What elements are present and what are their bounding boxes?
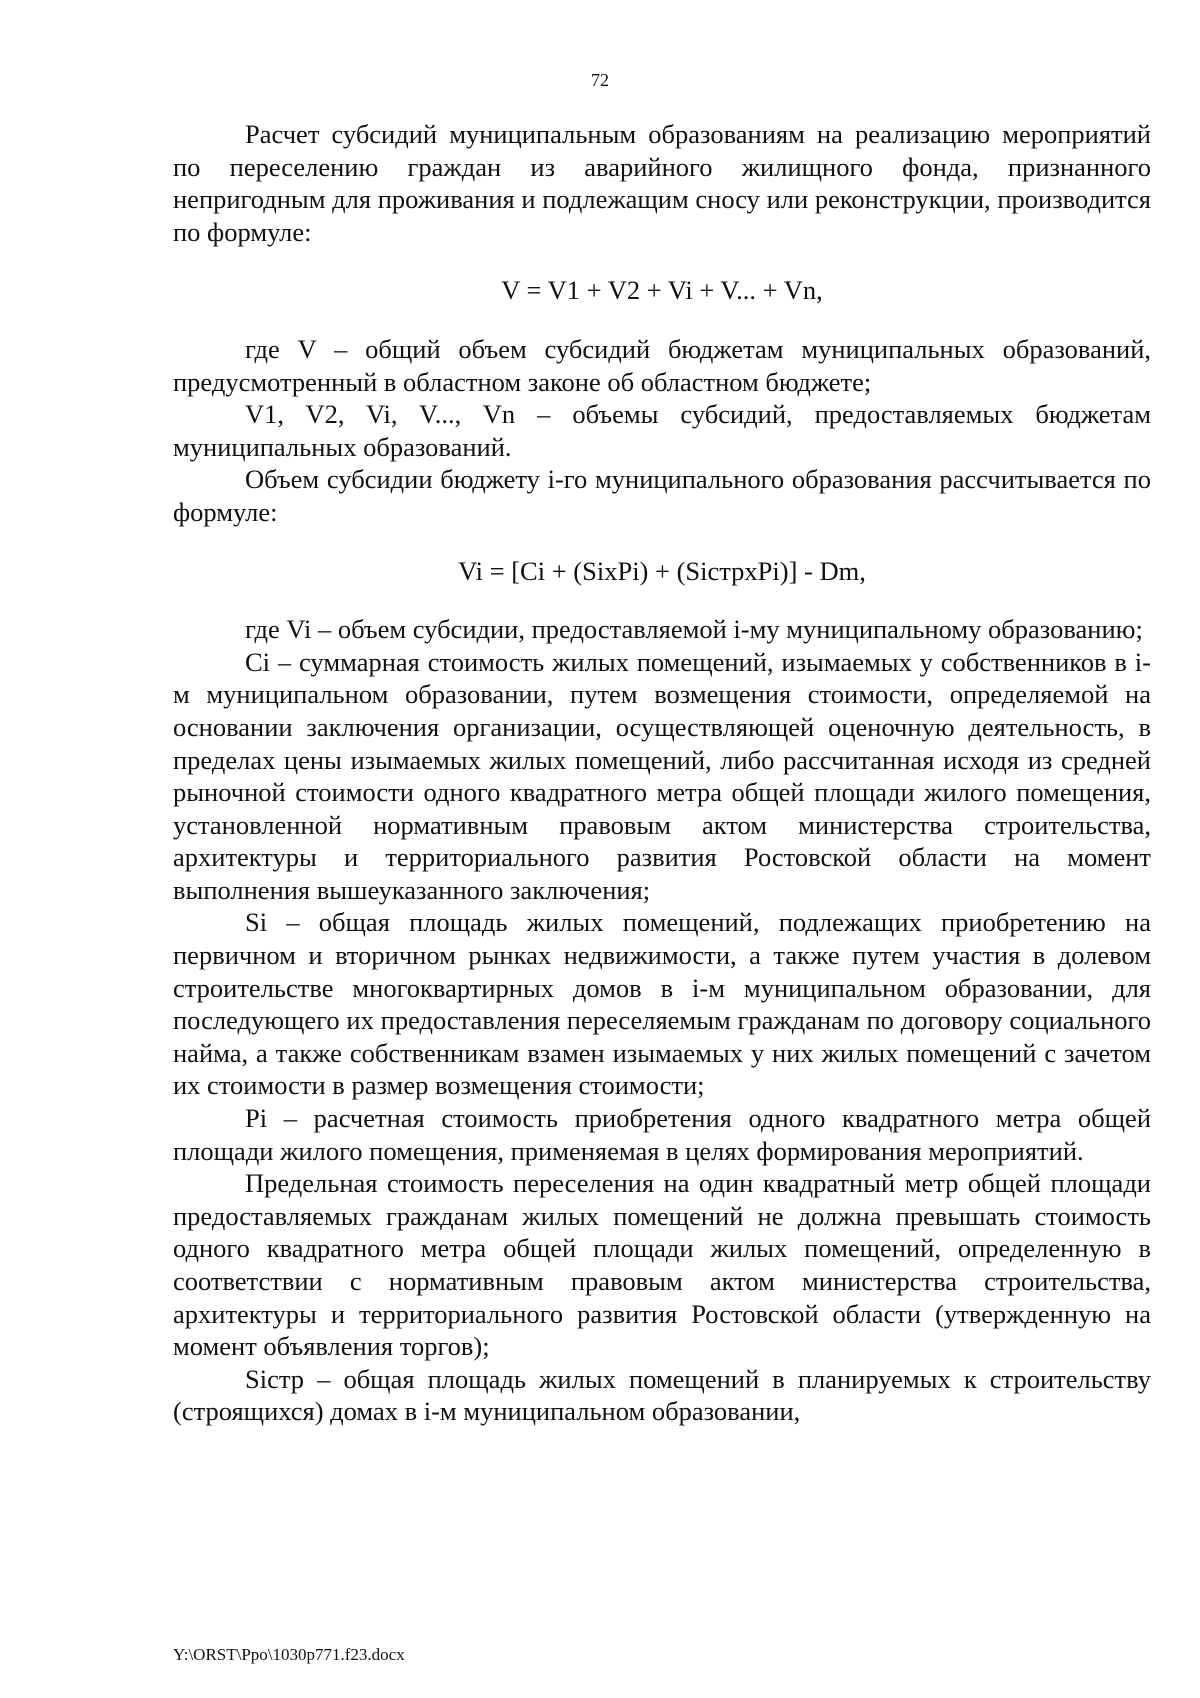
formula-total-subsidy: V = V1 + V2 + Vi + V... + Vn, — [501, 275, 823, 306]
file-path-footer: Y:\ORST\Ppo\1030p771.f23.docx — [173, 1645, 405, 1664]
paragraph-si-definition: Si – общая площадь жилых помещений, подлежащих приобретению на первичном и вторичном рынках недвижимости, а также путем участия в долевом строительстве многоквартирных домов в i-м муниципальном образовании, для последующего их предоставления переселяемым гражданам по договору социального найма, а также собственникам взамен изымаемых у них жилых помещений с зачетом их стоимости в размер возмещения стоимости; — [173, 907, 1151, 1101]
paragraph-vn-definition: V1, V2, Vi, V..., Vn – объемы субсидий, предоставляемых бюджетам муниципальных образований. — [173, 399, 1151, 462]
paragraph-sistr-definition: Siстр – общая площадь жилых помещений в планируемых к строительству (строящихся) домах в i-м муниципальном образовании, — [173, 1363, 1151, 1427]
paragraph-calculation-intro: Расчет субсидий муниципальным образованиям на реализацию мероприятий по переселению граждан из аварийного жилищного фонда, признанного непригодным для проживания и подлежащим сносу или реконструкции, производится по формуле: — [173, 119, 1151, 247]
paragraph-vi-definition: где Vi – объем субсидии, предоставляемой i-му муниципальному образованию; — [245, 614, 1143, 645]
formula-vi: Vi = [Ci + (SixPi) + (SiстрxPi)] - Dm, — [458, 555, 866, 586]
paragraph-v-definition: где V – общий объем субсидий бюджетам муниципальных образований, предусмотренный в областном законе об областном бюджете; — [173, 333, 1151, 397]
paragraph-price-limit: Предельная стоимость переселения на один квадратный метр общей площади предоставляемых гражданам жилых помещений не должна превышать стоимость одного квадратного метра общей площади жилых помещений, определенную в соответствии с нормативным правовым актом министерства строительства, архитектуры и территориального развития Ростовской области (утвержденную на момент объявления торгов); — [173, 1168, 1151, 1362]
paragraph-subsidy-volume-intro: Объем субсидии бюджету i-го муниципального образования рассчитывается по формуле: — [173, 464, 1151, 527]
paragraph-ci-definition: Ci – суммарная стоимость жилых помещений, изымаемых у собственников в i-м муниципальном образовании, путем возмещения стоимости, определяемой на основании заключения организации, осуществляющей оценочную деятельность, в пределах цены изымаемых жилых помещений, либо рассчитанная исходя из средней рыночной стоимости одного квадратного метра общей площади жилого помещения, установленной нормативным правовым актом министерства строительства, архитектуры и территориального развития Ростовской области на момент выполнения вышеуказанного заключения; — [173, 646, 1151, 905]
paragraph-pi-definition: Pi – расчетная стоимость приобретения одного квадратного метра общей площади жилого помещения, применяемая в целях формирования мероприятий. — [173, 1103, 1151, 1166]
document-body — [173, 118, 1151, 1428]
page-number: 72 — [591, 70, 609, 90]
